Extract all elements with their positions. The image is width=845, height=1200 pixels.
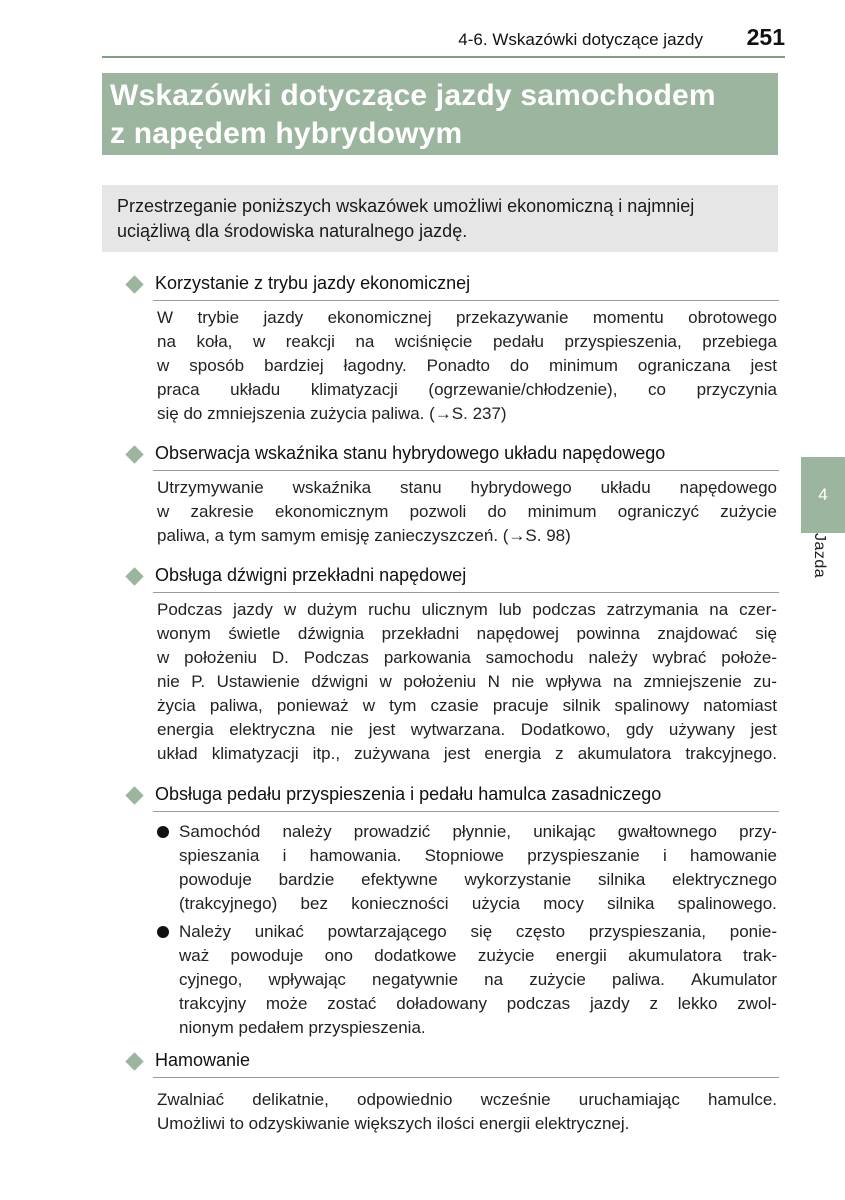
section-heading [124, 271, 779, 301]
text-line: Utrzymywanie wskaźnika stanu hybrydowego układu napędowego [157, 478, 777, 497]
section-paragraph [157, 598, 777, 766]
text-line: paliwa, a tym samym emisję zanieczyszczeń. (→S. 98) [157, 526, 571, 545]
diamond-bullet-icon [125, 275, 143, 293]
list-item [157, 920, 777, 1040]
diamond-bullet-icon [125, 567, 143, 585]
text-line: waż powoduje ono dodatkowe zużycie energii akumulatora trak- [179, 946, 777, 965]
text-line: wonym świetle dźwignia przekładni napędowej powinna znajdować się [157, 624, 777, 643]
bullet-dot-icon [157, 826, 169, 838]
text-line: Należy unikać powtarzającego się często przyspieszania, ponie- [179, 922, 777, 941]
title-line-2: z napędem hybrydowym [110, 117, 463, 150]
section-title: Obsługa dźwigni przekładni napędowej [155, 565, 467, 585]
text-line: układ klimatyzacji itp., zużywana jest energia z akumulatora trakcyjnego. [157, 744, 777, 763]
chapter-number: 4 [818, 485, 828, 504]
section-label: 4-6. Wskazówki dotyczące jazdy [458, 30, 703, 49]
section-heading [124, 1048, 779, 1078]
section-eco-mode [124, 271, 779, 426]
text-line: Umożliwi to odzyskiwanie większych ilości energii elektrycznej. [157, 1114, 630, 1133]
text-line: Podczas jazdy w dużym ruchu ulicznym lub podczas zatrzymania na czer- [157, 600, 777, 619]
bullet-dot-icon [157, 926, 169, 938]
intro-line: uciążliwą dla środowiska naturalnego jazdę. [117, 221, 468, 241]
section-heading [124, 441, 779, 471]
section-title: Obsługa pedału przyspieszenia i pedału hamulca zasadniczego [155, 784, 662, 804]
text-line: energia elektryczna nie jest wytwarzana. Dodatkowo, gdy używany jest [157, 720, 777, 739]
section-title: Obserwacja wskaźnika stanu hybrydowego układu napędowego [155, 443, 666, 463]
section-braking [124, 1048, 779, 1136]
text-line: Zwalniać delikatnie, odpowiednio wcześnie uruchamiając hamulce. [157, 1090, 777, 1109]
list-item-text [179, 820, 777, 916]
section-title: Korzystanie z trybu jazdy ekonomicznej [155, 273, 471, 293]
text-line: (trakcyjnego) bez konieczności użycia mocy silnika spalinowego. [179, 894, 777, 913]
section-paragraph [157, 306, 777, 426]
diamond-bullet-icon [125, 445, 143, 463]
section-pedals [124, 782, 779, 1040]
page-number: 251 [746, 24, 785, 50]
header-rule [102, 56, 785, 58]
page-header [102, 24, 785, 58]
section-hybrid-indicator [124, 441, 779, 548]
section-rule [153, 470, 779, 471]
text-line: w sposób bardziej łagodny. Ponadto do minimum ograniczana jest [157, 356, 777, 375]
section-paragraph [157, 476, 777, 548]
section-rule [153, 811, 779, 812]
text-line: w położeniu D. Podczas parkowania samochodu należy wybrać położe- [157, 648, 777, 667]
list-item [157, 820, 777, 916]
diamond-bullet-icon [125, 1052, 143, 1070]
section-shift-lever [124, 563, 779, 766]
section-rule [153, 1077, 779, 1078]
text-line: na koła, w reakcji na wciśnięcie pedału przyspieszenia, przebiega [157, 332, 777, 351]
text-line: Samochód należy prowadzić płynnie, unikając gwałtownego przy- [179, 822, 777, 841]
page-title [102, 73, 778, 155]
text-line: powoduje bardzie efektywne wykorzystanie silnika elektrycznego [179, 870, 777, 889]
text-line: się do zmniejszenia zużycia paliwa. (→S. 237) [157, 404, 507, 423]
text-line: trakcyjny może zostać doładowany podczas jazdy z lekko zwol- [179, 994, 777, 1013]
section-rule [153, 592, 779, 593]
chapter-tab[interactable] [801, 457, 845, 533]
diamond-bullet-icon [125, 786, 143, 804]
section-paragraph [157, 1088, 777, 1136]
text-line: życia paliwa, ponieważ w tym czasie pracuje silnik spalinowy natomiast [157, 696, 777, 715]
list-item-text [179, 920, 777, 1040]
section-title: Hamowanie [155, 1050, 251, 1070]
intro-line: Przestrzeganie poniższych wskazówek umożliwi ekonomiczną i najmniej [117, 196, 695, 216]
text-line: spieszania i hamowania. Stopniowe przyspieszanie i hamowanie [179, 846, 777, 865]
text-line: cyjnego, wpływając negatywnie na zużycie paliwa. Akumulator [179, 970, 777, 989]
text-line: W trybie jazdy ekonomicznej przekazywanie momentu obrotowego [157, 308, 777, 327]
section-heading [124, 782, 779, 812]
intro-box [102, 185, 778, 252]
text-line: nie P. Ustawienie dźwigni w położeniu N nie wpływa na zmniejszenie zu- [157, 672, 777, 691]
section-rule [153, 300, 779, 301]
chapter-label: Jazda [811, 533, 828, 579]
text-line: w zakresie ekonomicznym pozwoli do minimum ograniczyć zużycie [157, 502, 777, 521]
text-line: nionym pedałem przyspieszenia. [179, 1018, 426, 1037]
title-line-1: Wskazówki dotyczące jazdy samochodem [110, 79, 716, 112]
section-heading [124, 563, 779, 593]
text-line: praca układu klimatyzacji (ogrzewanie/chłodzenie), co przyczynia [157, 380, 777, 399]
